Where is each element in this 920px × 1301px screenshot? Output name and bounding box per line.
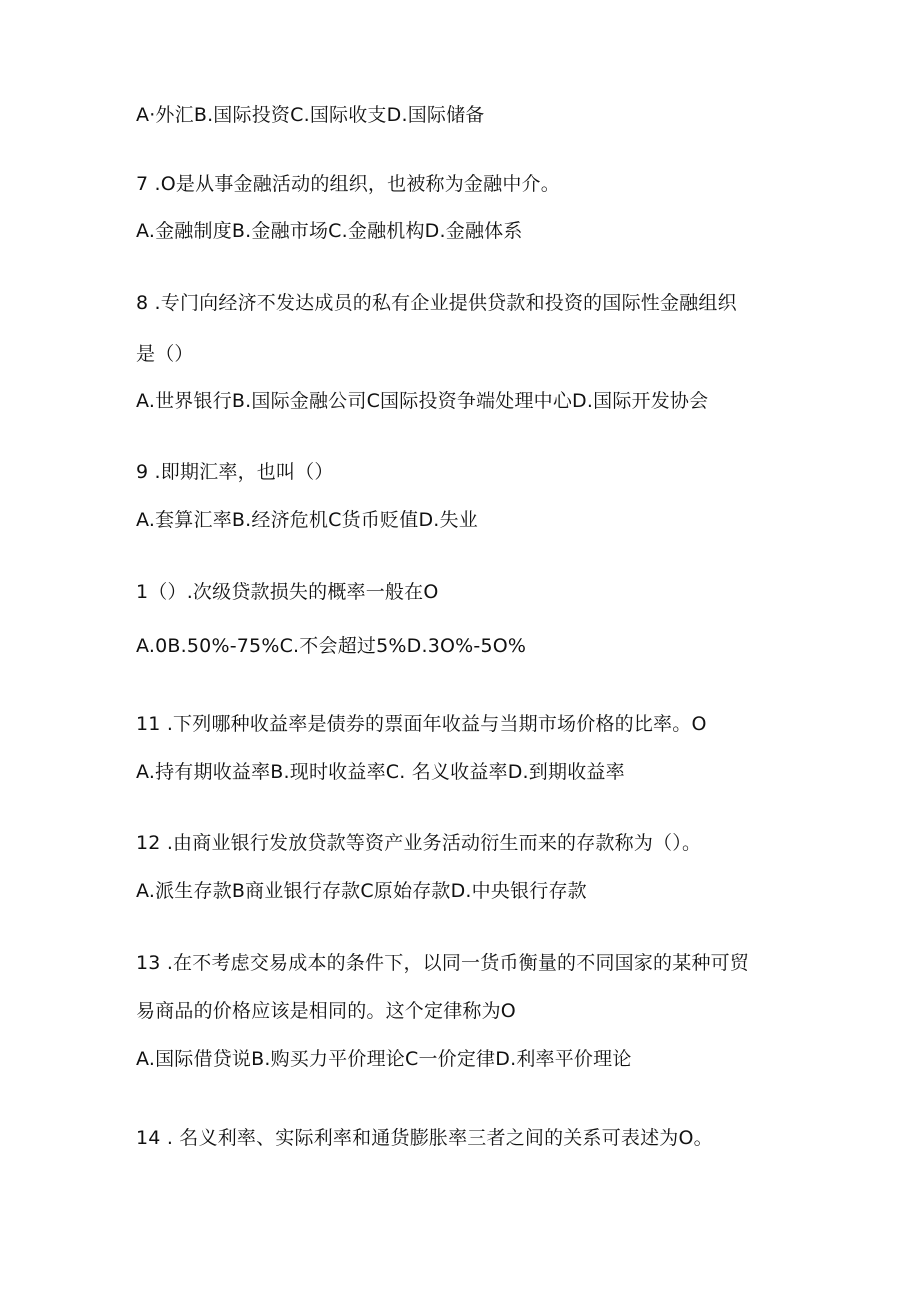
q8-options: A.世界银行B.国际金融公司C国际投资争端处理中心D.国际开发协会 [136,390,709,412]
q7-options: A.金融制度B.金融市场C.金融机构D.金融体系 [136,220,523,242]
q12-options: A.派生存款B商业银行存款C原始存款D.中央银行存款 [136,880,587,902]
q12-question: 12 .由商业银行发放贷款等资产业务活动衍生而来的存款称为（）。 [136,832,702,854]
q10-question: 1（）.次级贷款损失的概率一般在O [136,581,439,603]
q9-question: 9 .即期汇率，也叫（） [136,461,334,483]
q14-question: 14 . 名义利率、实际利率和通货膨胀率三者之间的关系可表述为O。 [136,1127,713,1149]
q13-question-line1: 13 .在不考虑交易成本的条件下，以同一货币衡量的不同国家的某种可贸 [136,952,750,974]
q6-options: A·外汇B.国际投资C.国际收支D.国际储备 [136,104,485,126]
q10-options: A.0B.50%-75%C.不会超过5%D.3O%-5O% [136,635,527,657]
q13-options: A.国际借贷说B.购买力平价理论C一价定律D.利率平价理论 [136,1048,632,1070]
q8-question-line2: 是（） [136,343,194,365]
q8-question-line1: 8 .专门向经济不发达成员的私有企业提供贷款和投资的国际性金融组织 [136,292,737,314]
q7-question: 7 .O是从事金融活动的组织，也被称为金融中介。 [136,173,560,195]
q13-question-line2: 易商品的价格应该是相同的。这个定律称为O [136,1000,516,1022]
q11-question: 11 .下列哪种收益率是债券的票面年收益与当期市场价格的比率。O [136,713,707,735]
q9-options: A.套算汇率B.经济危机C货币贬值D.失业 [136,509,478,531]
q11-options: A.持有期收益率B.现时收益率C. 名义收益率D.到期收益率 [136,761,625,783]
